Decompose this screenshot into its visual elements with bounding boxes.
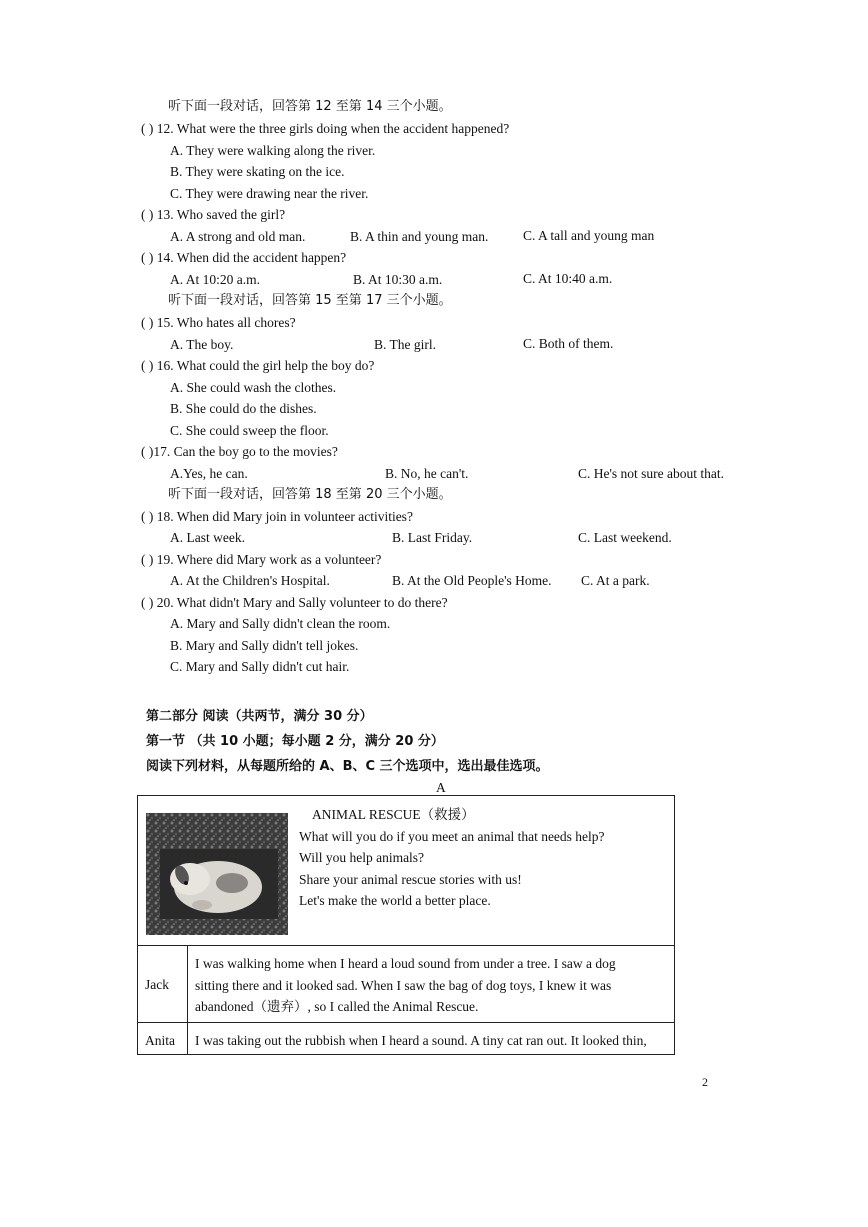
row-text-jack-line-3: abandoned（遗弃）, so I called the Animal Rescue. <box>195 999 479 1014</box>
question-12-option-c: C. They were drawing near the river. <box>170 186 369 201</box>
row-text-jack-line-2: sitting there and it looked sad. When I saw the bag of dog toys, I knew it was <box>195 978 612 993</box>
table-divider-1 <box>138 945 674 946</box>
question-14-option-b: B. At 10:30 a.m. <box>353 272 443 287</box>
question-19-option-a: A. At the Children's Hospital. <box>170 573 330 588</box>
listening-intro-12-14: 听下面一段对话，回答第 12 至第 14 三个小题。 <box>168 99 452 114</box>
question-15-stem: ( ) 15. Who hates all chores? <box>141 315 296 330</box>
question-14-option-c: C. At 10:40 a.m. <box>523 271 613 286</box>
table-header-line-1: What will you do if you meet an animal that needs help? <box>299 829 605 844</box>
question-16-option-b: B. She could do the dishes. <box>170 401 317 416</box>
question-13-option-c: C. A tall and young man <box>523 228 655 243</box>
question-19-stem: ( ) 19. Where did Mary work as a volunteer? <box>141 552 382 567</box>
question-16-stem: ( ) 16. What could the girl help the boy do? <box>141 358 375 373</box>
listening-intro-18-20: 听下面一段对话，回答第 18 至第 20 三个小题。 <box>168 487 452 502</box>
question-17-option-a: A.Yes, he can. <box>170 466 248 481</box>
question-17-option-c: C. He's not sure about that. <box>578 466 725 481</box>
table-header-line-3: Share your animal rescue stories with us! <box>299 872 522 887</box>
question-20-option-a: A. Mary and Sally didn't clean the room. <box>170 616 391 631</box>
question-13-option-b: B. A thin and young man. <box>350 229 489 244</box>
dog-photo-icon <box>146 813 288 935</box>
part-two-heading: 第二部分 阅读（共两节，满分 30 分） <box>146 709 373 724</box>
question-14-stem: ( ) 14. When did the accident happen? <box>141 250 347 265</box>
question-17-option-b: B. No, he can't. <box>385 466 469 481</box>
reading-instruction: 阅读下列材料，从每题所给的 A、B、C 三个选项中，选出最佳选项。 <box>146 759 549 774</box>
table-header-line-2: Will you help animals? <box>299 850 425 865</box>
row-text-anita-line-1: I was taking out the rubbish when I heard a sound. A tiny cat ran out. It looked thin, <box>195 1033 647 1048</box>
question-15-option-a: A. The boy. <box>170 337 234 352</box>
question-18-option-b: B. Last Friday. <box>392 530 473 545</box>
question-13-stem: ( ) 13. Who saved the girl? <box>141 207 286 222</box>
row-text-jack-line-1: I was walking home when I heard a loud sound from under a tree. I saw a dog <box>195 956 616 971</box>
row-name-jack: Jack <box>145 977 169 992</box>
question-17-stem: ( )17. Can the boy go to the movies? <box>141 444 338 459</box>
question-20-option-c: C. Mary and Sally didn't cut hair. <box>170 659 350 674</box>
question-19-option-c: C. At a park. <box>581 573 650 588</box>
table-title: ANIMAL RESCUE（救援） <box>312 807 475 822</box>
question-14-option-a: A. At 10:20 a.m. <box>170 272 260 287</box>
question-20-stem: ( ) 20. What didn't Mary and Sally volunteer to do there? <box>141 595 448 610</box>
question-12-option-b: B. They were skating on the ice. <box>170 164 345 179</box>
question-18-option-a: A. Last week. <box>170 530 245 545</box>
listening-intro-15-17: 听下面一段对话，回答第 15 至第 17 三个小题。 <box>168 293 452 308</box>
question-19-option-b: B. At the Old People's Home. <box>392 573 552 588</box>
page-number: 2 <box>702 1075 708 1089</box>
table-header-line-4: Let's make the world a better place. <box>299 893 491 908</box>
table-divider-2 <box>138 1022 674 1023</box>
question-13-option-a: A. A strong and old man. <box>170 229 306 244</box>
table-column-divider <box>187 945 188 1054</box>
question-18-option-c: C. Last weekend. <box>578 530 672 545</box>
question-12-stem: ( ) 12. What were the three girls doing when the accident happened? <box>141 121 510 136</box>
question-15-option-b: B. The girl. <box>374 337 436 352</box>
question-20-option-b: B. Mary and Sally didn't tell jokes. <box>170 638 359 653</box>
question-18-stem: ( ) 18. When did Mary join in volunteer activities? <box>141 509 413 524</box>
animal-rescue-table <box>137 795 675 1055</box>
passage-label: A <box>436 780 446 795</box>
question-16-option-c: C. She could sweep the floor. <box>170 423 329 438</box>
question-15-option-c: C. Both of them. <box>523 336 614 351</box>
subsection-one-heading: 第一节 （共 10 小题；每小题 2 分，满分 20 分） <box>146 734 444 749</box>
question-16-option-a: A. She could wash the clothes. <box>170 380 337 395</box>
row-name-anita: Anita <box>145 1033 175 1048</box>
question-12-option-a: A. They were walking along the river. <box>170 143 376 158</box>
